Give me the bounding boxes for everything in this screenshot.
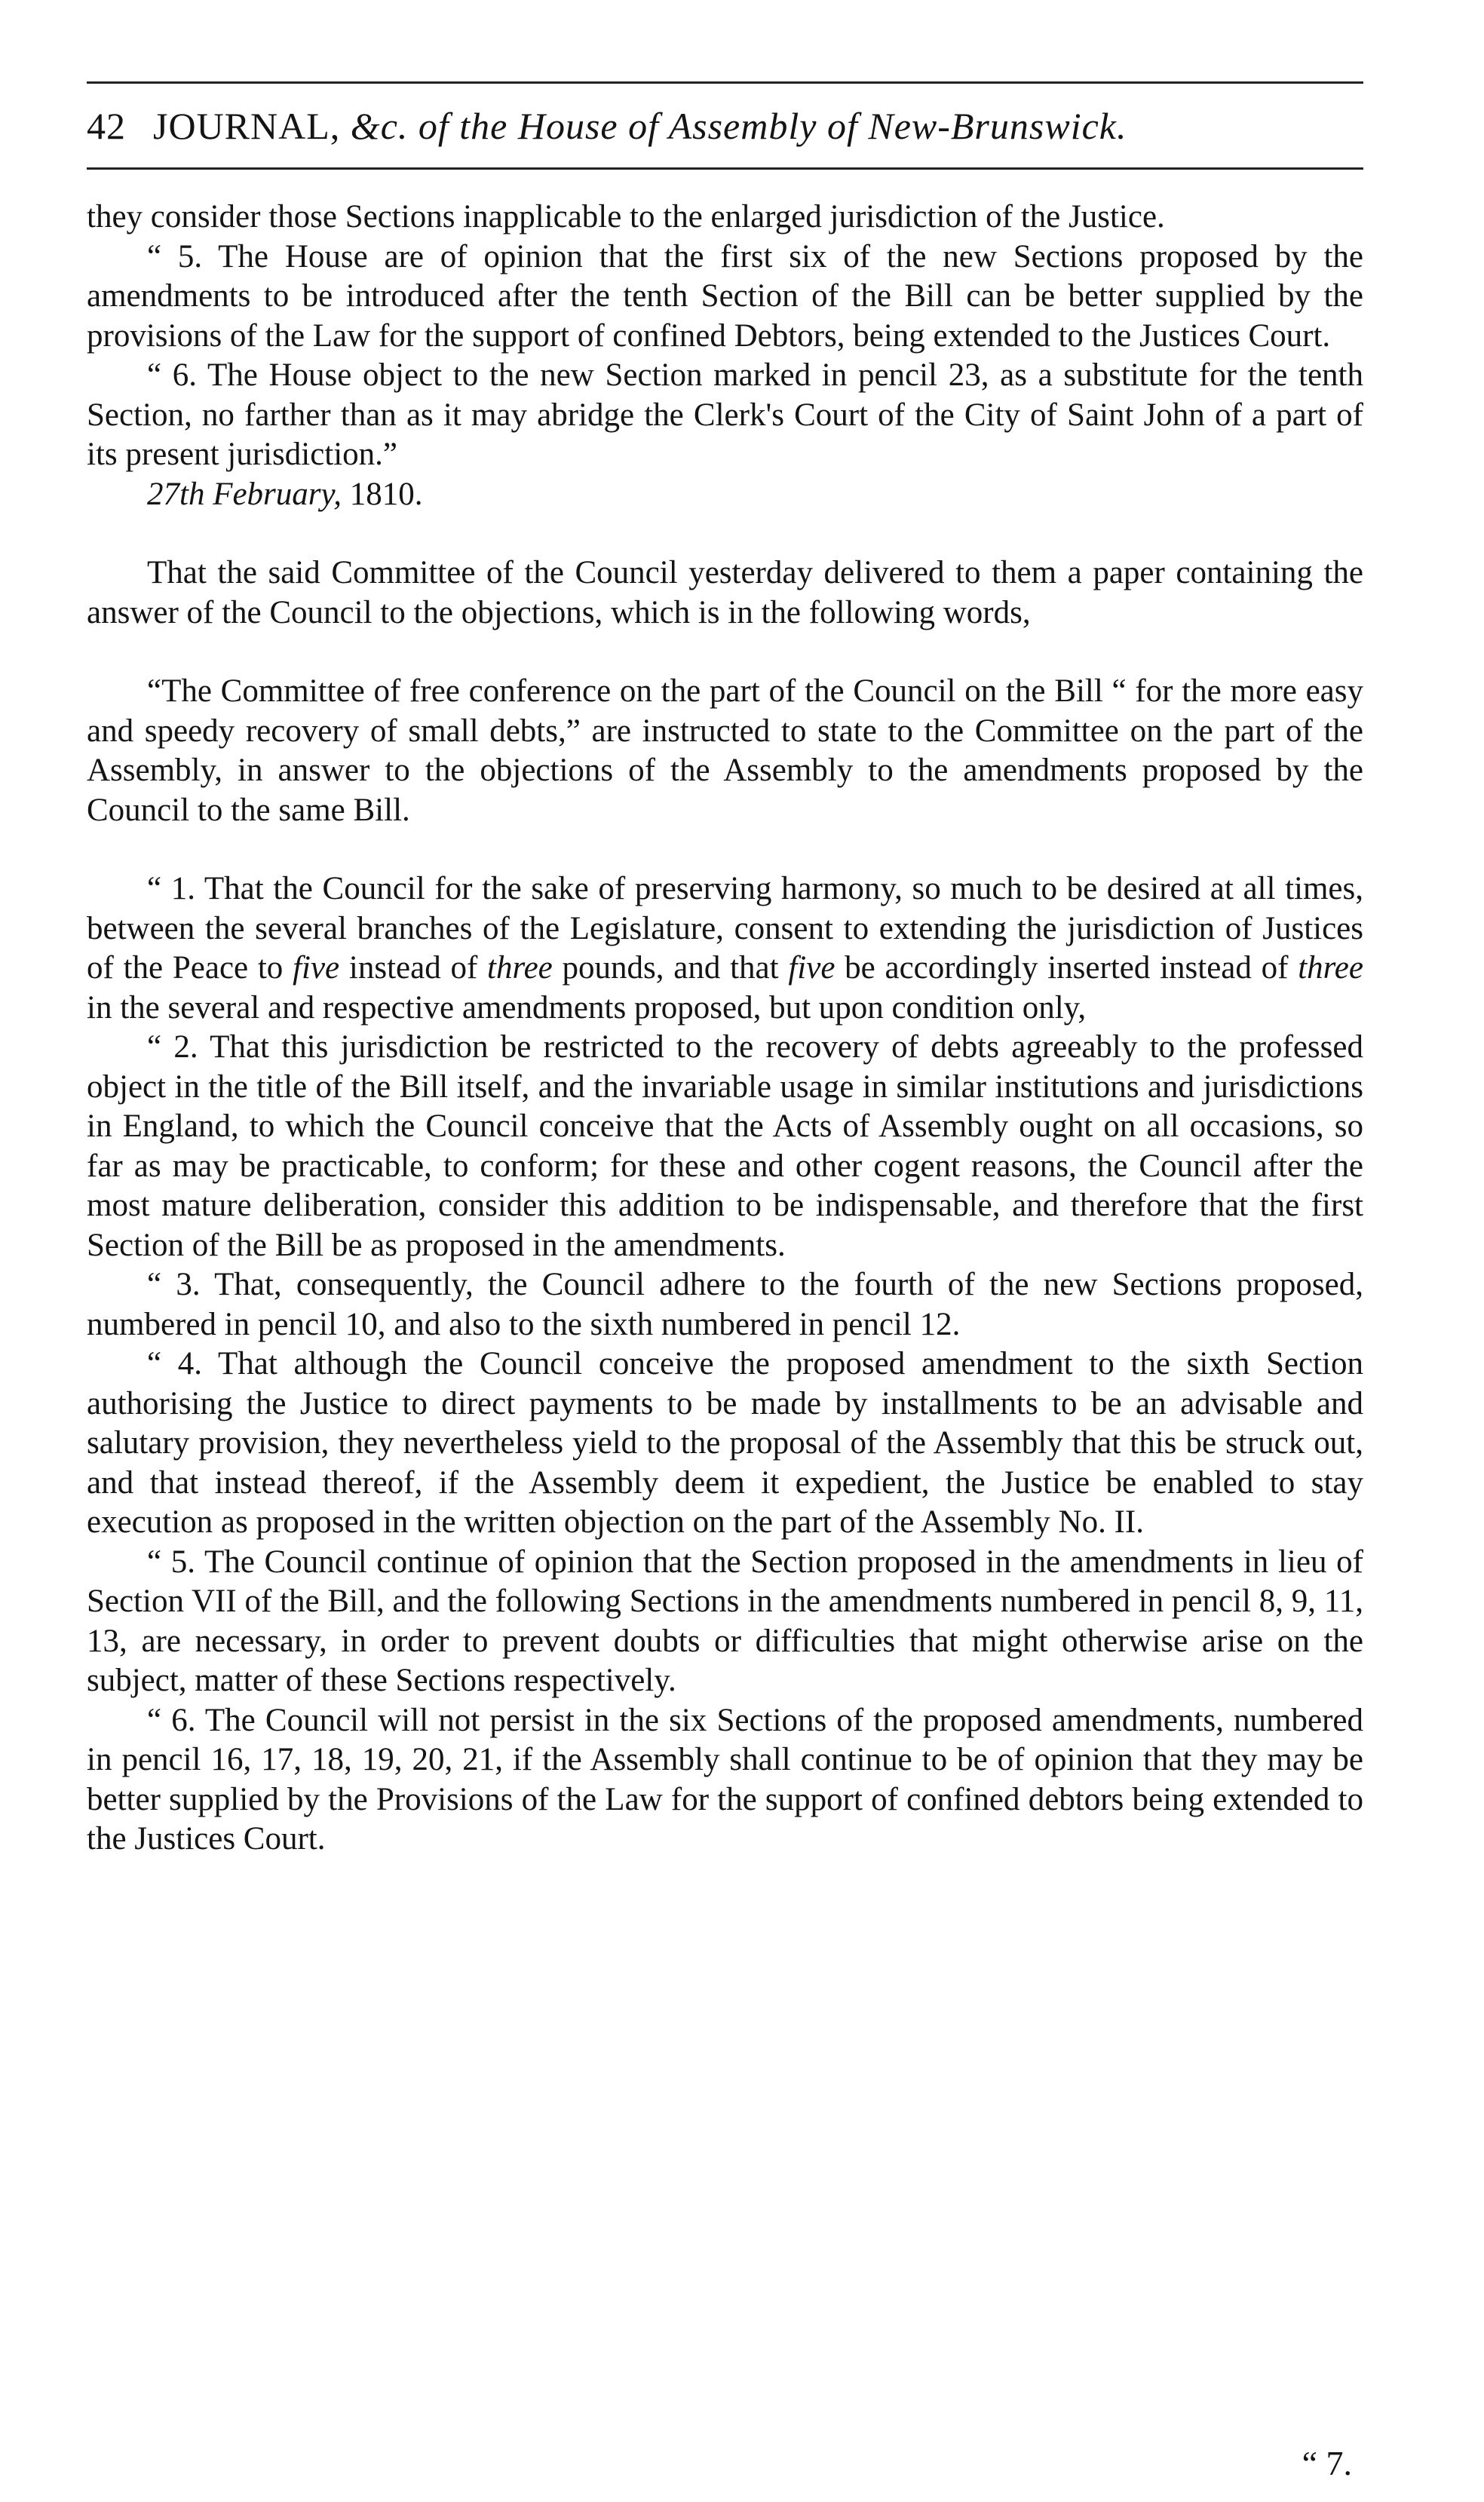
date-line bbox=[87, 475, 1363, 515]
item1-three-2: three bbox=[1298, 950, 1363, 986]
item1-text-c: pounds, and that bbox=[552, 950, 789, 986]
council-intro: “The Committee of free conference on the part of the Council on the Bill “ for the more easy and speedy recovery of small debts,” are instructed to state to the Committee on the part of the Assembly, in answer to the objections of the Assembly to the amendments proposed by the Council to the same Bill. bbox=[87, 673, 1363, 828]
date-year: 1810. bbox=[341, 476, 423, 512]
council-item-1 bbox=[87, 869, 1363, 1028]
house-objection-6: “ 6. The House object to the new Section marked in pencil 23, as a substitute for the tenth Section, no farther than as it may abridge the Clerk's Court of the City of Saint John of a part of its present jurisdiction.” bbox=[87, 357, 1363, 472]
item1-text-b: instead of bbox=[339, 950, 488, 986]
date-day: 27th February, bbox=[147, 476, 342, 512]
top-rule bbox=[87, 81, 1363, 84]
council-item-6: “ 6. The Council will not persist in the six Sections of the proposed amendments, numbered in pencil 16, 17, 18, 19, 20, 21, if the Assembly shall continue to be of opinion that they may be better supplied by the Provisions of the Law for the support of confined debtors being extended to the Justices Court. bbox=[87, 1702, 1363, 1857]
running-title-rest: &c. of the House of Assembly of New-Brunswick. bbox=[350, 105, 1127, 147]
council-item-5: “ 5. The Council continue of opinion that the Section proposed in the amendments in lieu of Section VII of the Bill, and the following Sections in the amendments numbered in pencil 8, 9, 11, 13, are necessary, in order to prevent doubts or difficulties that might otherwise arise on the subject, matter of these Sections respectively. bbox=[87, 1544, 1363, 1698]
running-header bbox=[87, 104, 1363, 148]
item1-text-e: in the several and respective amendments proposed, but upon condition only, bbox=[87, 989, 1087, 1026]
running-title bbox=[153, 104, 1127, 148]
item1-text-a: “ 1. That the Council for the sake of preserving harmony, so much to be desired at all times, between the several branches of the Legislature, consent to extending the jurisdiction of Justices of the Peace to bbox=[87, 871, 1363, 986]
running-title-journal: JOURNAL, bbox=[153, 105, 351, 147]
item1-three: three bbox=[487, 950, 553, 986]
item1-five-2: five bbox=[788, 950, 836, 986]
item1-five: five bbox=[293, 950, 340, 986]
page-number: 42 bbox=[87, 105, 126, 147]
item1-text-d: be accordingly inserted instead of bbox=[835, 950, 1298, 986]
council-item-4: “ 4. That although the Council conceive the proposed amendment to the sixth Section authorising the Justice to direct payments to be made by installments to be an advisable and salutary provision, they nevertheless yield to the proposal of the Assembly that this be struck out, and that instead thereof, if the Assembly deem it expedient, the Justice be enabled to stay execution as proposed in the written objection on the part of the Assembly No. II. bbox=[87, 1346, 1363, 1540]
body-text bbox=[87, 198, 1363, 1860]
paragraph-continuation: they consider those Sections inapplicable to the enlarged jurisdiction of the Justice. bbox=[87, 199, 1165, 235]
catchword: “ 7. bbox=[1302, 2444, 1352, 2482]
council-item-2: “ 2. That this jurisdiction be restricted to the recovery of debts agreeably to the professed object in the title of the Bill itself, and the invariable usage in similar institutions and jurisdictions in England, to which the Council conceive that the Acts of Assembly ought on all occasions, so far as may be practicable, to conform; for these and other cogent reasons, the Council after the most mature deliberation, consider this addition to be indispensable, and therefore that the first Section of the Bill be as proposed in the amendments. bbox=[87, 1029, 1363, 1263]
header-rule bbox=[87, 167, 1363, 170]
house-objection-5: “ 5. The House are of opinion that the first six of the new Sections proposed by the amendments to be introduced after the tenth Section of the Bill can be better supplied by the provisions of the Law for the support of confined Debtors, being extended to the Justices Court. bbox=[87, 238, 1363, 354]
council-item-3: “ 3. That, consequently, the Council adhere to the fourth of the new Sections proposed, numbered in pencil 10, and also to the sixth numbered in pencil 12. bbox=[87, 1267, 1363, 1342]
intro-paragraph: That the said Committee of the Council yesterday delivered to them a paper containing the answer of the Council to the objections, which is in the following words, bbox=[87, 555, 1363, 630]
